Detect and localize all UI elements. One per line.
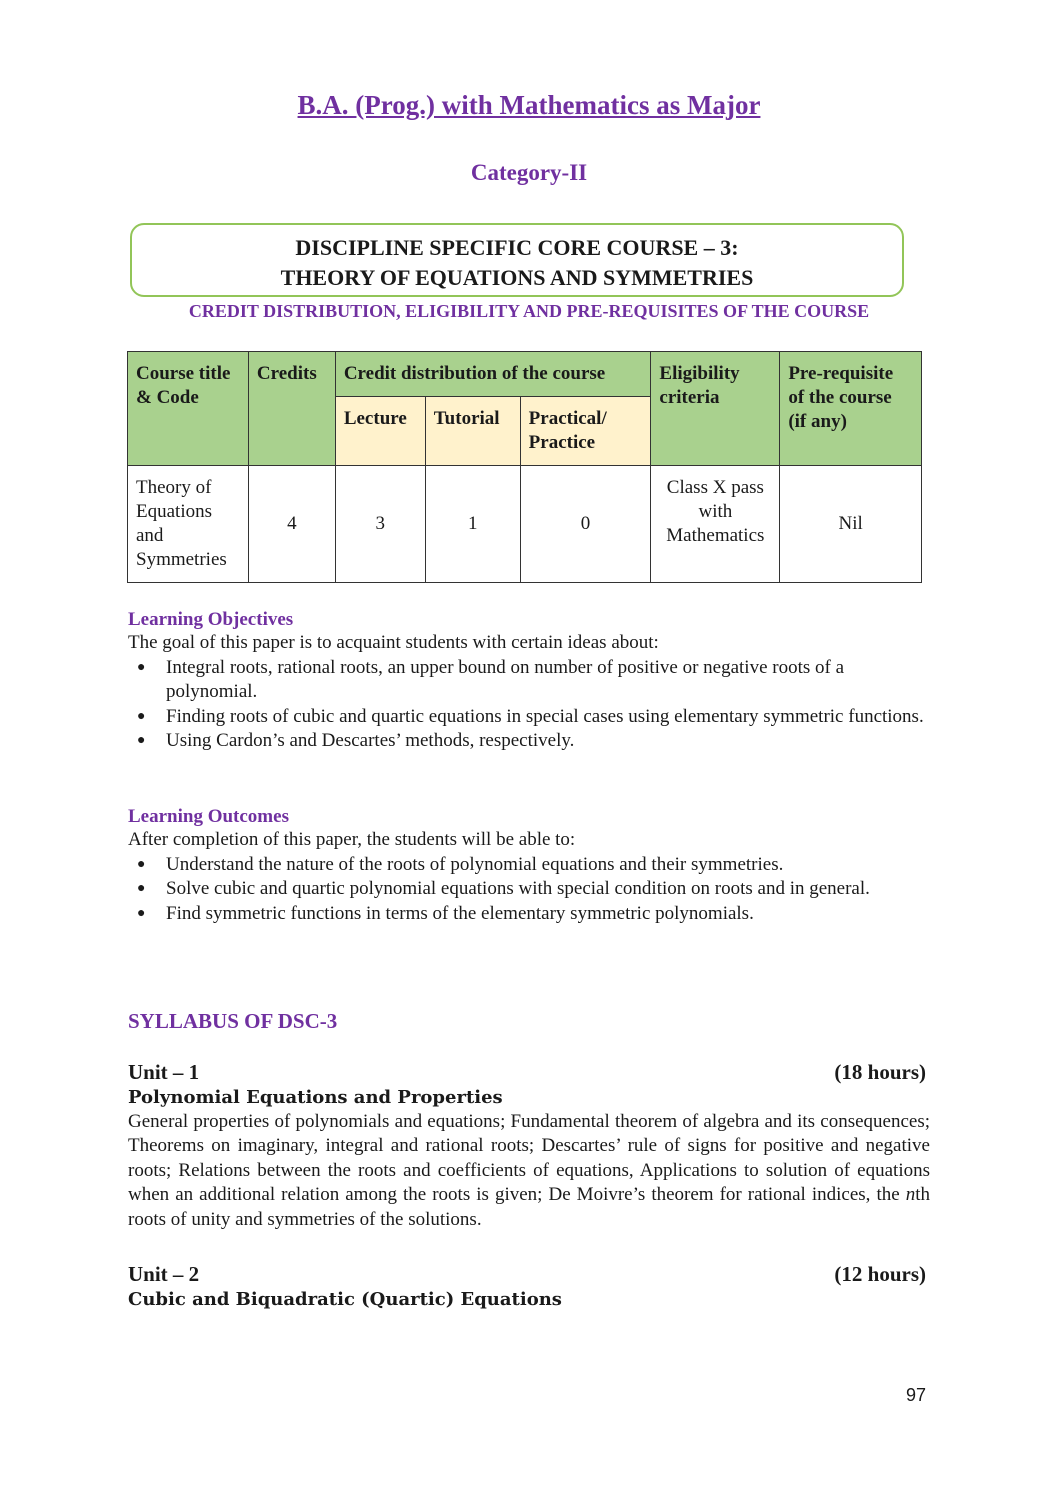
syllabus-heading: SYLLABUS OF DSC-3 <box>128 1009 338 1033</box>
list-item: ● Integral roots, rational roots, an upper bound on number of positive or negative roots of a polynomial. <box>137 656 845 702</box>
list-item: ● Solve cubic and quartic polynomial equations with special condition on roots and in general. <box>128 877 928 902</box>
unit-1-title: Polynomial Equations and Properties <box>128 1087 503 1108</box>
category-heading: Category-II <box>470 160 588 185</box>
bullet-icon: ● <box>137 881 146 896</box>
cell-tutorial: 1 <box>425 466 520 583</box>
learning-objectives-list <box>128 656 928 754</box>
unit-1-label: Unit – 1 <box>128 1060 200 1084</box>
unit-2-title: Cubic and Biquadratic (Quartic) Equations <box>128 1289 562 1310</box>
header-prerequisite: Pre-requisite of the course (if any) <box>780 352 922 466</box>
learning-outcomes-section <box>128 806 928 926</box>
unit-2-label: Unit – 2 <box>128 1262 200 1286</box>
unit-2-hours: (12 hours) <box>834 1262 926 1286</box>
list-item: ● Using Cardon’s and Descartes’ methods, respectively. <box>128 729 928 754</box>
unit-1-description: General properties of polynomials and equations; Fundamental theorem of algebra and its consequences; Theorems on imaginary, integral and rational roots; Descartes’ rule of signs for positive and negative roots; Relations between the roots and coefficients of equations, Applications to solution of equations when an additional relation among the roots is given; De Moivre’s theorem for rational indices, the nth roots of unity and symmetries of the solutions. <box>128 1111 930 1230</box>
list-item: ● Understand the nature of the roots of polynomial equations and their symmetries. <box>128 853 928 878</box>
unit-1-hours: (18 hours) <box>834 1060 926 1084</box>
header-practical: Practical/ Practice <box>520 397 651 466</box>
page-title: B.A. (Prog.) with Mathematics as Major <box>297 90 761 120</box>
unit-1-header <box>128 1060 926 1085</box>
header-course-title: Course title & Code <box>128 352 249 466</box>
list-item: ● Finding roots of cubic and quartic equations in special cases using elementary symmetric functions. <box>128 705 928 730</box>
cell-lecture: 3 <box>335 466 425 583</box>
bullet-icon: ● <box>137 856 146 872</box>
course-box-line1: DISCIPLINE SPECIFIC CORE COURSE – 3: <box>295 235 739 260</box>
bullet-icon: ● <box>137 708 146 724</box>
page-number: 97 <box>906 1385 927 1405</box>
unit-2-header <box>128 1262 926 1287</box>
cell-credits: 4 <box>248 466 335 583</box>
cell-course-title: Theory of Equations and Symmetries <box>128 466 249 583</box>
bullet-icon: ● <box>137 659 146 675</box>
header-tutorial: Tutorial <box>425 397 520 466</box>
course-title-box <box>130 223 904 297</box>
cell-eligibility: Class X pass with Mathematics <box>651 466 780 583</box>
header-lecture: Lecture <box>335 397 425 466</box>
bullet-icon: ● <box>137 733 146 748</box>
learning-objectives-heading: Learning Objectives <box>128 609 294 630</box>
learning-outcomes-list <box>128 853 928 927</box>
header-eligibility: Eligibility criteria <box>651 352 780 466</box>
credit-distribution-heading: CREDIT DISTRIBUTION, ELIGIBILITY AND PRE-REQUISITES OF THE COURSE <box>188 301 870 321</box>
table-row <box>128 466 922 583</box>
cell-prerequisite: Nil <box>780 466 922 583</box>
table-header-row <box>128 352 922 397</box>
learning-objectives-section <box>128 609 928 754</box>
learning-objectives-intro: The goal of this paper is to acquaint students with certain ideas about: <box>128 632 659 653</box>
learning-outcomes-intro: After completion of this paper, the students will be able to: <box>128 829 576 850</box>
cell-practical: 0 <box>520 466 651 583</box>
header-credits: Credits <box>248 352 335 466</box>
learning-outcomes-heading: Learning Outcomes <box>128 806 289 827</box>
credit-table <box>127 351 922 583</box>
bullet-icon: ● <box>137 905 146 921</box>
header-credit-distribution: Credit distribution of the course <box>335 352 651 397</box>
list-item: ● Find symmetric functions in terms of the elementary symmetric polynomials. <box>128 902 928 927</box>
course-box-line2: THEORY OF EQUATIONS AND SYMMETRIES <box>280 265 754 290</box>
